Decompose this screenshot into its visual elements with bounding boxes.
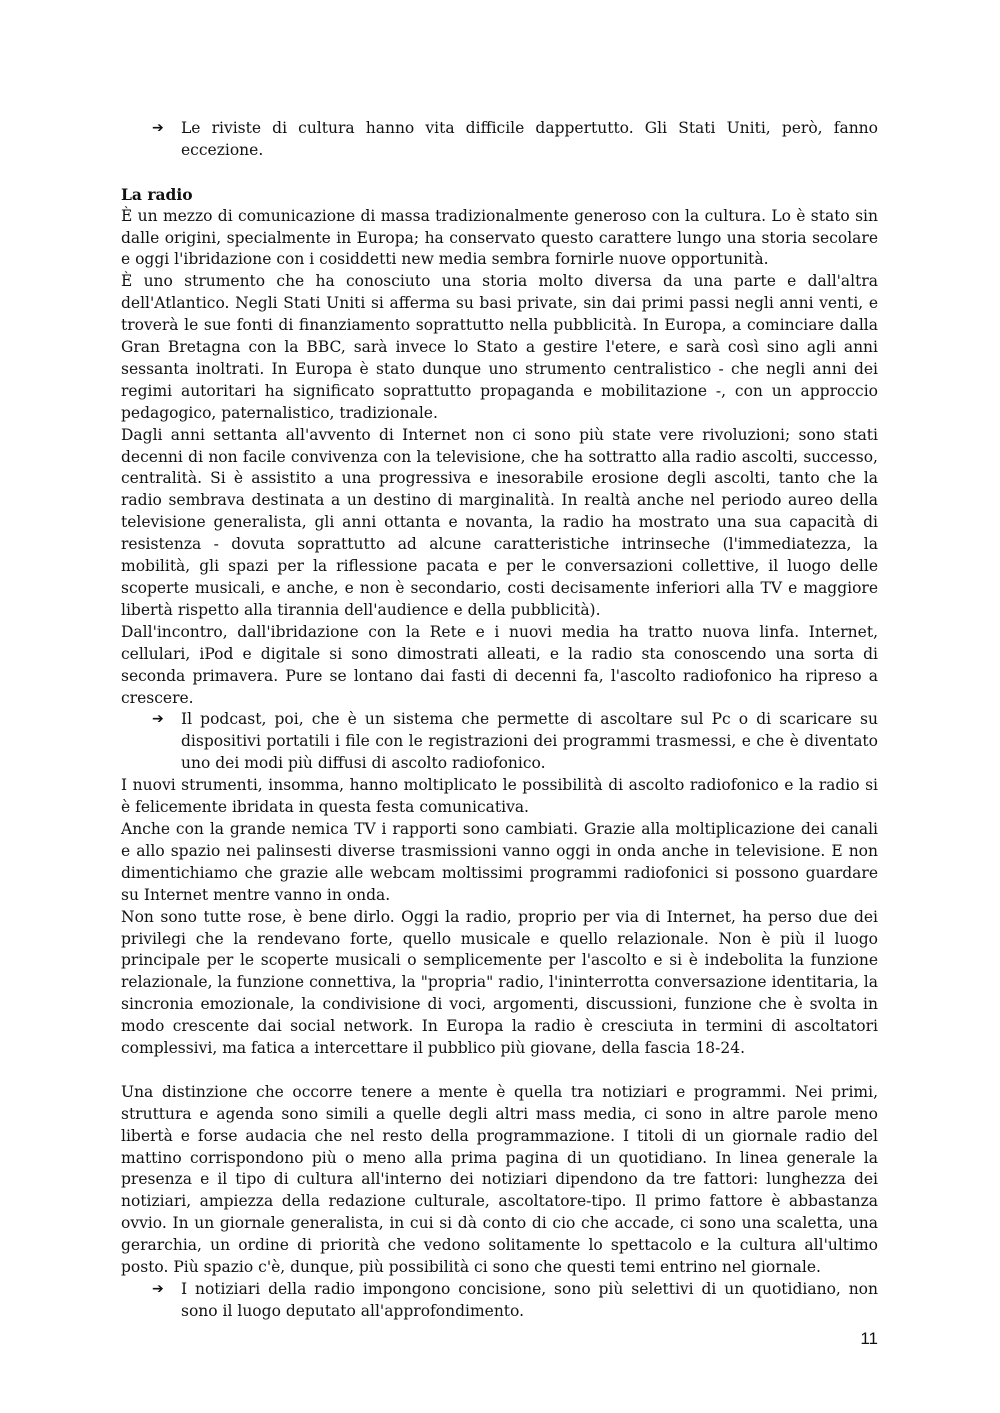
page-number: 11	[860, 1329, 878, 1348]
bullet-item-podcast	[121, 709, 878, 775]
section-title: La radio	[121, 184, 193, 204]
arrow-bullet-icon: ➔	[152, 1281, 164, 1297]
bullet-text: Le riviste di cultura hanno vita difficile dappertutto. Gli Stati Uniti, però, fanno eccezione.	[181, 119, 878, 159]
paragraph: Anche con la grande nemica TV i rapporti sono cambiati. Grazie alla moltiplicazione dei canali e allo spazio nei palinsesti diverse trasmissioni vanno oggi in onda anche in televisione. E non dimentichiamo che grazie alle webcam moltissimi programmi radiofonici si possono guardare su Internet mentre vanno in onda.	[121, 819, 878, 904]
arrow-bullet-icon: ➔	[152, 711, 164, 728]
paragraph: È un mezzo di comunicazione di massa tradizionalmente generoso con la cultura. Lo è stato sin dalle origini, specialmente in Europa; ha conservato questo carattere lungo una storia secolare e oggi l'ibridazione con i cosiddetti new media sembra fornirle nuove opportunità.	[121, 206, 878, 269]
paragraph: È uno strumento che ha conosciuto una storia molto diversa da una parte e dall'altra dell'Atlantico. Negli Stati Uniti si afferma su basi private, sin dai primi passi negli anni venti, e troverà le sue fonti di finanziamento soprattutto nella pubblicità. In Europa, a cominciare dalla Gran Bretagna con la BBC, sarà invece lo Stato a gestire l'etere, e sarà così sino agli anni sessanta inoltrati. In Europa è stato dunque uno strumento centralistico - che negli anni dei regimi autoritari ha significato soprattutto propaganda e mobilitazione -, con un approccio pedagogico, paternalistico, tradizionale.	[121, 272, 878, 422]
bullet-item-riviste	[121, 118, 878, 162]
paragraph: Dall'incontro, dall'ibridazione con la Rete e i nuovi media ha tratto nuova linfa. Internet, cellulari, iPod e digitale si sono dimostrati alleati, e la radio sta conoscendo una sorta di seconda primavera. Pure se lontano dai fasti di decenni fa, l'ascolto radiofonico ha ripreso a crescere.	[121, 622, 878, 707]
paragraph: I nuovi strumenti, insomma, hanno moltiplicato le possibilità di ascolto radiofonico e la radio si è felicemente ibridata in questa festa comunicativa.	[121, 776, 878, 817]
bullet-text: I notiziari della radio impongono concisione, sono più selettivi di un quotidiano, non sono il luogo deputato all'approfondimento.	[181, 1280, 878, 1320]
paragraph: Una distinzione che occorre tenere a mente è quella tra notiziari e programmi. Nei primi, struttura e agenda sono simili a quelle degli altri mass media, ci sono in altre parole meno libertà e forse audacia che nel resto della programmazione. I titoli di un giornale radio del mattino corrispondono più o meno alla prima pagina di un quotidiano. In linea generale la presenza e il tipo di cultura all'interno dei notiziari dipendono da tre fattori: lunghezza dei notiziari, ampiezza della redazione culturale, ascoltatore-tipo. Il primo fattore è abbastanza ovvio. In un giornale generalista, in cui si dà conto di cio che accade, ci sono una scaletta, una gerarchia, un ordine di priorità che vedono solitamente lo spettacolo e la cultura all'ultimo posto. Più spazio c'è, dunque, più possibilità ci sono che questi temi entrino nel giornale.	[121, 1082, 878, 1277]
arrow-bullet-icon: ➔	[152, 120, 164, 136]
paragraph: Non sono tutte rose, è bene dirlo. Oggi la radio, proprio per via di Internet, ha perso due dei privilegi che la rendevano forte, quello musicale e quello relazionale. Non è più il luogo principale per le scoperte musicali o semplicemente per l'ascolto e si è indebolita la funzione relazionale, la funzione connettiva, la "propria" radio, l'ininterrotta conversazione identitaria, la sincronia emozionale, la condivisione di voci, argomenti, discussioni, funzione che è svolta in modo crescente dai social network. In Europa la radio è cresciuta in termini di ascoltatori complessivi, ma fatica a intercettare il pubblico più giovane, della fascia 18-24.	[121, 907, 878, 1058]
spacer	[121, 162, 878, 184]
paragraph: Dagli anni settanta all'avvento di Internet non ci sono più state vere rivoluzioni; sono stati decenni di non facile convivenza con la televisione, che ha sottratto alla radio ascolti, successo, centralità. Si è assistito a una progressiva e inesorabile erosione degli ascolti, tanto che la radio sembrava destinata a un destino di marginalità. In realtà anche nel periodo aureo della televisione generalista, gli anni ottanta e novanta, la radio ha mostrato una sua capacità di resistenza - dovuta soprattutto ad alcune caratteristiche intrinseche (l'immediatezza, la mobilità, gli spazi per la riflessione pacata e per le conversazioni collettive, il luogo delle scoperte musicali, e anche, e non è secondario, costi decisamente inferiori alla TV e maggiore libertà rispetto alla tirannia dell'audience e della pubblicità).	[121, 425, 878, 619]
spacer	[121, 1060, 878, 1082]
bullet-text: Il podcast, poi, che è un sistema che permette di ascoltare sul Pc o di scaricare su dispositivi portatili i file con le registrazioni dei programmi trasmessi, e che è diventato uno dei modi più diffusi di ascolto radiofonico.	[181, 710, 878, 773]
bullet-item-notiziari	[121, 1279, 878, 1323]
document-body	[121, 118, 878, 1323]
